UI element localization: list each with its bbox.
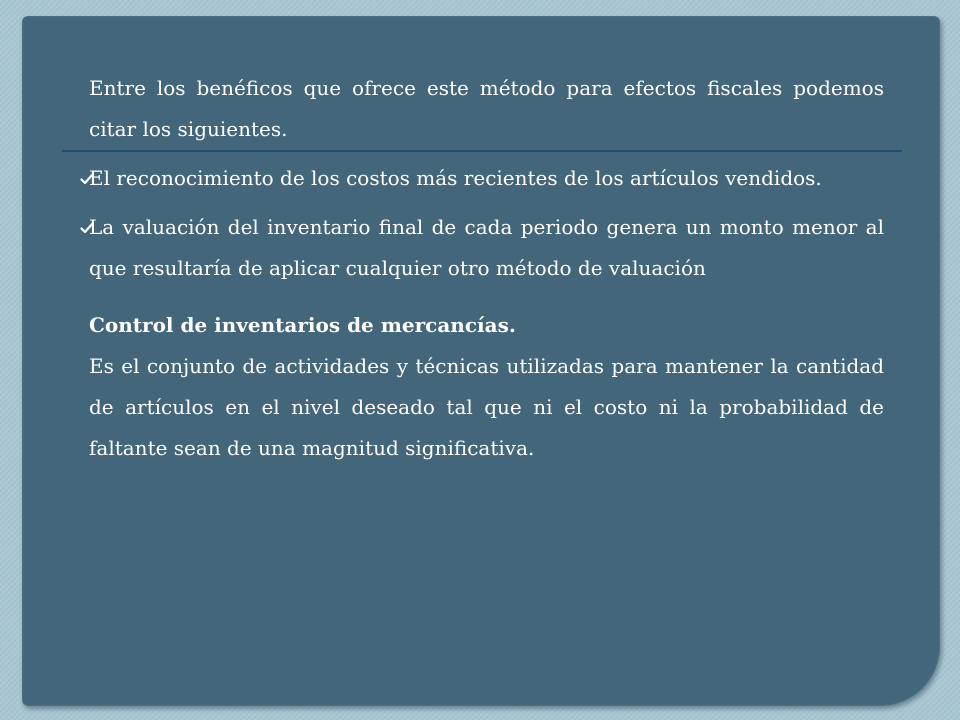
bullet-item <box>89 158 884 199</box>
bullet-item <box>89 207 884 289</box>
section-body: Es el conjunto de actividades y técnicas utilizadas para mantener la cantidad de artículos en el nivel deseado tal que ni el costo ni la probabilidad de faltante sean de una magnitud significativa. <box>89 354 884 460</box>
checkmark-icon <box>80 207 96 248</box>
slide-content <box>89 68 884 469</box>
bullet-text: La valuación del inventario final de cada periodo genera un monto menor al que resultaría de aplicar cualquier otro método de valuación <box>89 215 884 280</box>
checkmark-icon <box>80 158 96 199</box>
intro-text: Entre los benéficos que ofrece este método para efectos fiscales podemos citar los siguientes. <box>89 76 884 141</box>
bullet-text: El reconocimiento de los costos más recientes de los artículos vendidos. <box>89 166 822 190</box>
section-heading: Control de inventarios de mercancías. <box>89 313 516 337</box>
